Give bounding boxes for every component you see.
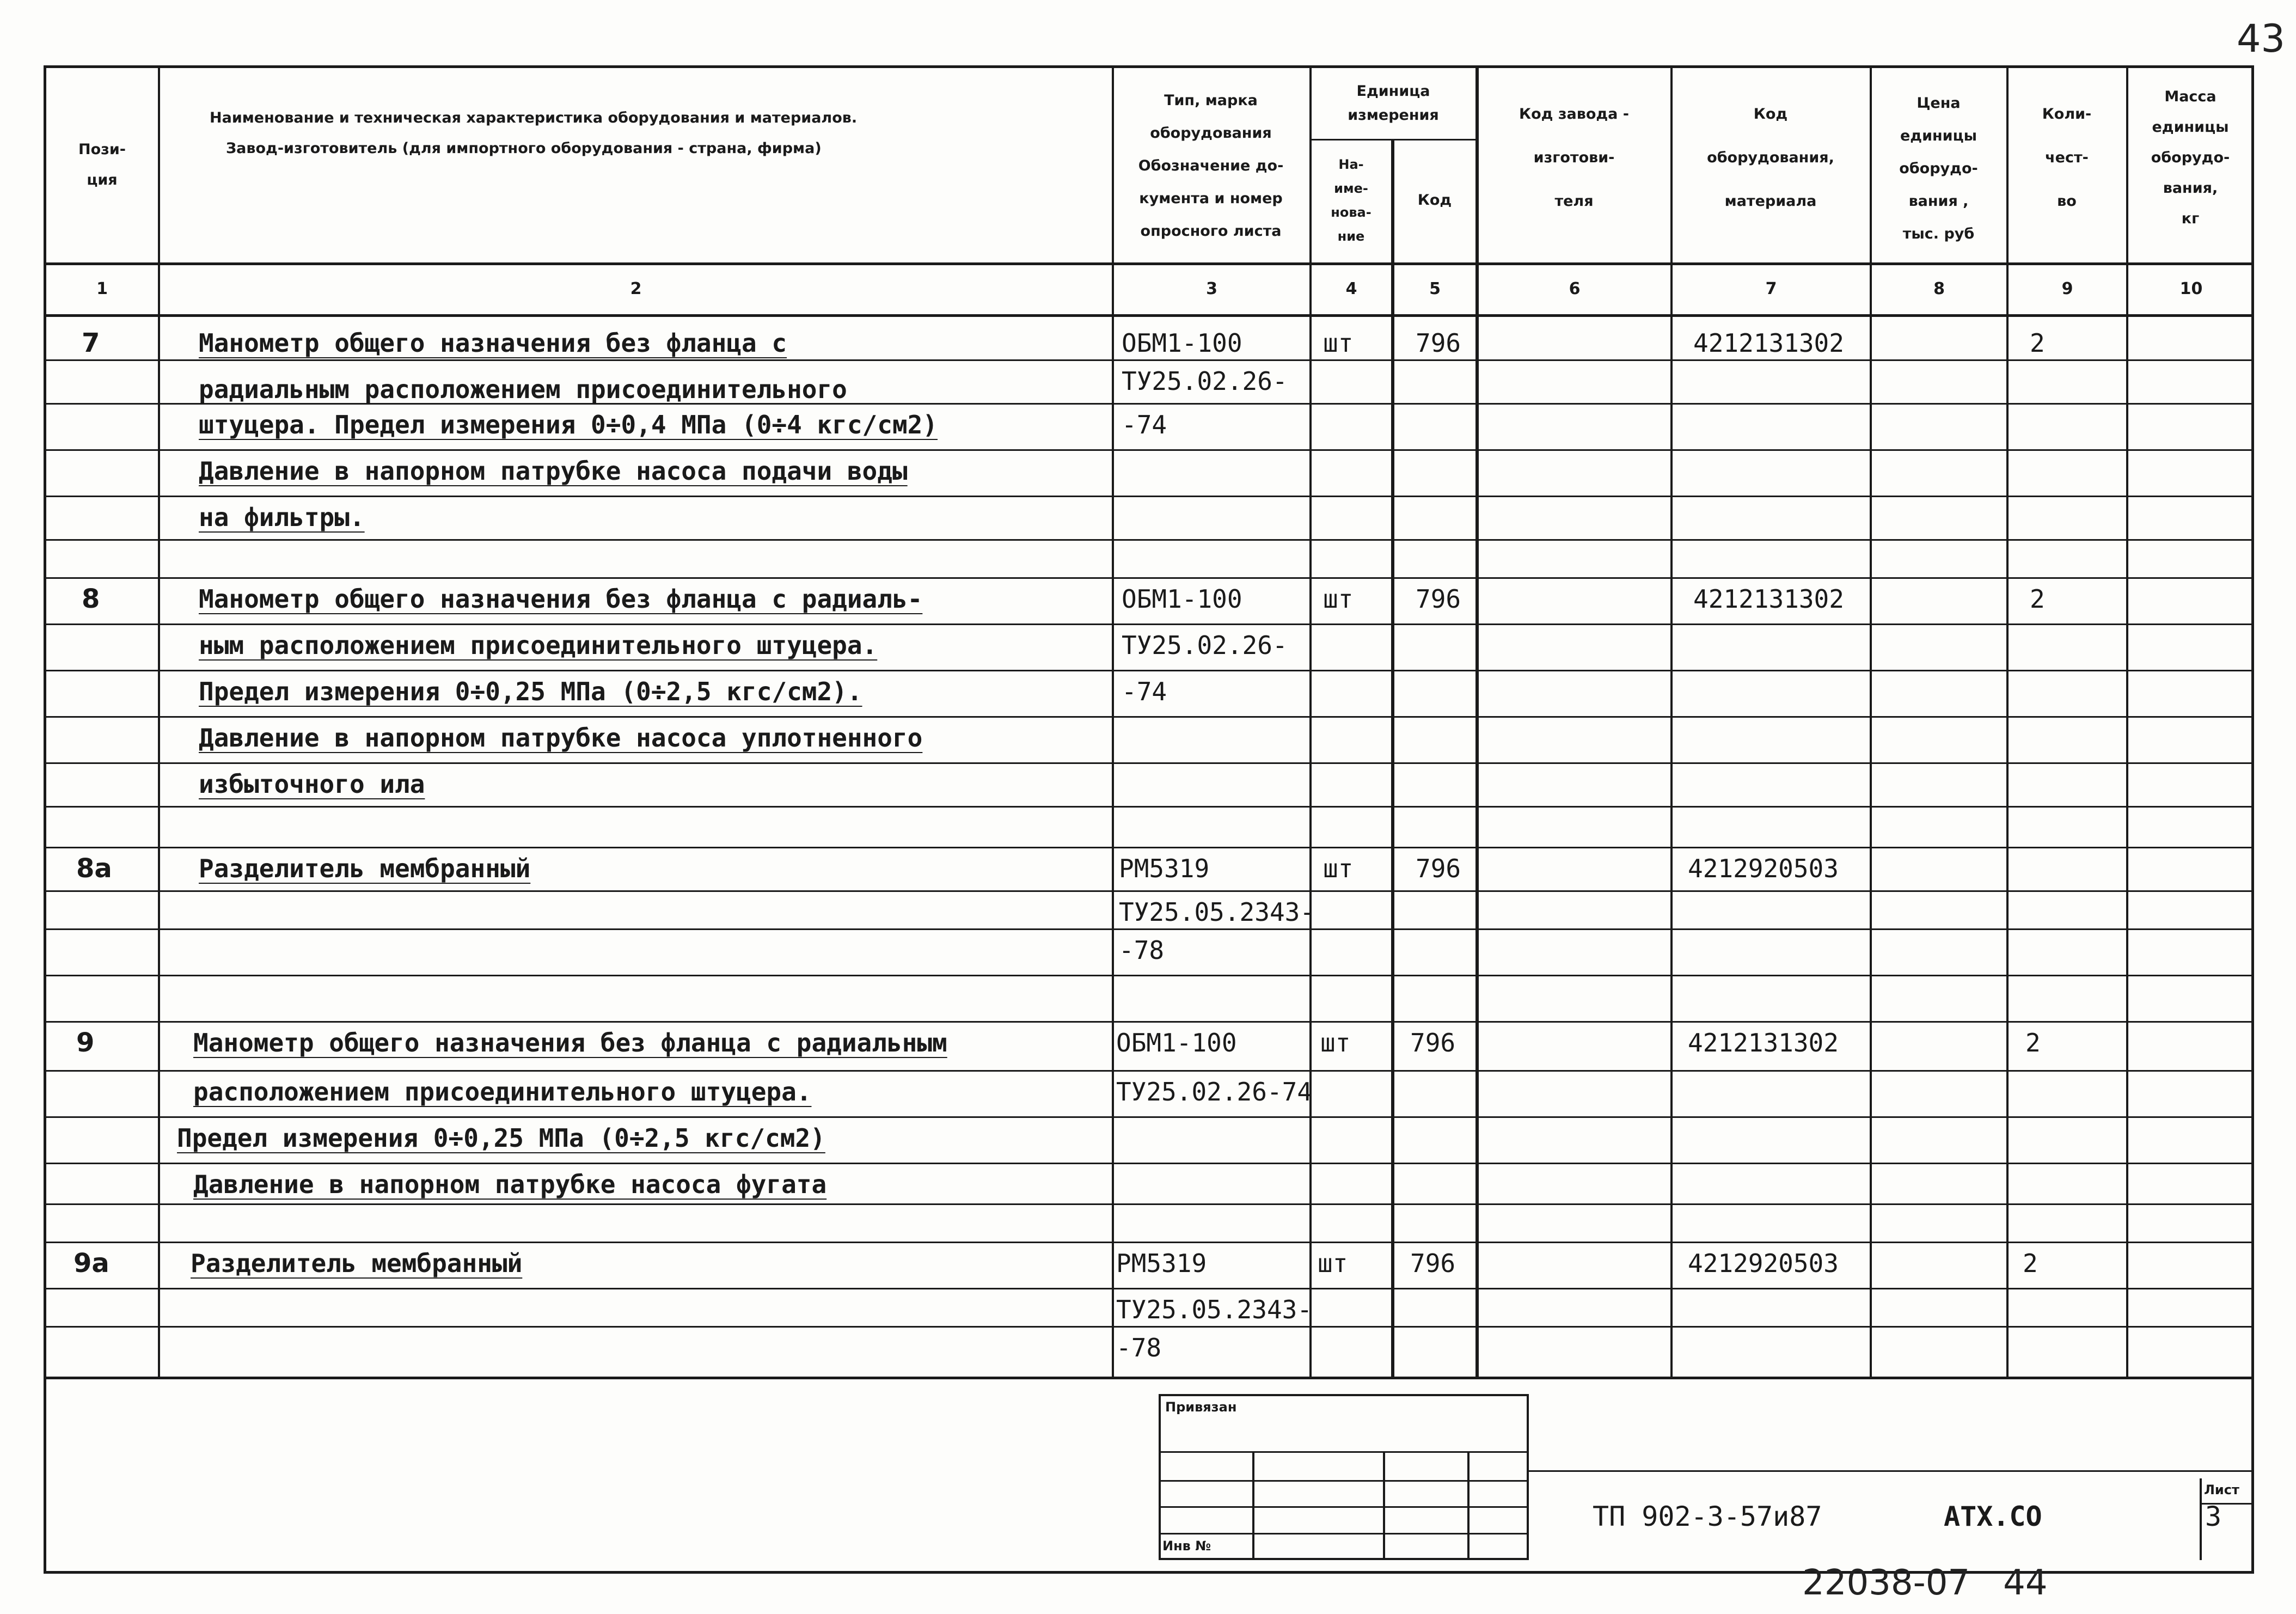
- unit-code-cell: 796: [1410, 1028, 1456, 1057]
- colnum-7: 7: [1765, 279, 1777, 298]
- header-equipment-code: Код оборудования, материала: [1707, 106, 1834, 210]
- equipment-code-cell: 4212920503: [1688, 1249, 1839, 1278]
- unit-code-cell: 796: [1416, 328, 1461, 358]
- equipment-code-cell: 4212131302: [1688, 1028, 1839, 1057]
- item-description-line: Давление в напорном патрубке насоса уплотненного: [199, 723, 923, 753]
- unit-code-cell: 796: [1416, 584, 1461, 614]
- item-description-line: Давление в напорном патрубке насоса подачи воды: [199, 456, 908, 486]
- item-description-line: ным расположением присоединительного штуцера.: [199, 631, 878, 660]
- header-mass: Масса единицы оборудо- вания, кг: [2151, 88, 2230, 227]
- type-cell: ТУ25.05.2343-: [1116, 1295, 1313, 1324]
- row-line: [44, 539, 2254, 541]
- header-factory-code: Код завода - изготови- теля: [1519, 106, 1629, 210]
- header-quantity: Коли- чест- во: [2042, 106, 2092, 210]
- stamp-line: [1159, 1506, 1529, 1508]
- colnum-9: 9: [2061, 279, 2073, 298]
- colnum-bottom-line: [44, 314, 2254, 317]
- stamp-divider: [1252, 1451, 1254, 1560]
- type-cell: -78: [1116, 1333, 1162, 1362]
- sheet-number: 3: [2205, 1501, 2222, 1532]
- item-description-line: Манометр общего назначения без фланца с: [199, 328, 787, 358]
- unit-cell: шт: [1323, 584, 1354, 614]
- stamp-divider: [1467, 1451, 1470, 1560]
- footer-archive-number: 22038-07 44: [1802, 1563, 2048, 1603]
- type-cell: ТУ25.02.26-: [1122, 631, 1288, 660]
- equipment-code-cell: 4212131302: [1693, 328, 1844, 358]
- unit-group-divider: [1309, 139, 1475, 140]
- stamp-frame: [1159, 1394, 1529, 1560]
- item-description-line: штуцера. Предел измерения 0÷0,4 МПа (0÷4 кгс/см2): [199, 410, 938, 439]
- colnum-4: 4: [1345, 279, 1357, 298]
- header-unit-name: На- име- нова- ние: [1331, 156, 1372, 244]
- header-unit-group: Единица измерения: [1348, 83, 1439, 124]
- position-cell: 9а: [74, 1248, 109, 1279]
- stamp-privyazan-label: Привязан: [1165, 1399, 1237, 1415]
- colnum-6: 6: [1569, 279, 1581, 298]
- type-cell: ТУ25.05.2343-: [1119, 897, 1315, 927]
- unit-code-cell: 796: [1416, 854, 1461, 883]
- type-cell: -78: [1119, 936, 1165, 965]
- unit-code-cell: 796: [1410, 1249, 1456, 1278]
- item-description-line: Предел измерения 0÷0,25 МПа (0÷2,5 кгс/см2).: [199, 677, 862, 706]
- item-description-line: Предел измерения 0÷0,25 МПа (0÷2,5 кгс/см2): [177, 1123, 825, 1153]
- header-unit-code: Код: [1417, 191, 1452, 209]
- stamp-inv-label: Инв №: [1162, 1538, 1211, 1554]
- row-line: [44, 496, 2254, 497]
- position-cell: 9: [76, 1028, 95, 1058]
- table-bottom-line: [44, 1377, 2254, 1379]
- title-block-line: [1529, 1470, 2254, 1472]
- type-cell: ТУ25.02.26-: [1122, 366, 1288, 396]
- item-description-line: Разделитель мембранный: [191, 1249, 523, 1278]
- unit-cell: шт: [1323, 328, 1354, 358]
- type-cell: ТУ25.02.26-74: [1116, 1077, 1313, 1106]
- item-description-line: Манометр общего назначения без фланца с радиаль-: [199, 584, 923, 614]
- colnum-10: 10: [2179, 279, 2203, 298]
- item-description-line: избыточного ила: [199, 769, 425, 799]
- position-cell: 8: [82, 584, 100, 614]
- row-line: [44, 975, 2254, 976]
- header-position: Пози- ция: [78, 140, 126, 188]
- stamp-line: [1159, 1480, 1529, 1482]
- item-description-line: радиальным расположением присоединительного: [199, 375, 847, 404]
- item-description-line: на фильтры.: [199, 503, 365, 532]
- col-divider: [1391, 139, 1394, 1378]
- sheet-code: АТХ.СО: [1944, 1501, 2042, 1532]
- unit-cell: шт: [1323, 854, 1354, 883]
- quantity-cell: 2: [2030, 584, 2045, 614]
- type-cell: РМ5319: [1119, 854, 1210, 883]
- quantity-cell: 2: [2030, 328, 2045, 358]
- colnum-1: 1: [96, 279, 108, 298]
- item-description-line: Манометр общего назначения без фланца с радиальным: [193, 1028, 947, 1057]
- stamp-line: [1159, 1533, 1529, 1534]
- header-name: Наименование и техническая характеристика оборудования и материалов. Завод-изготовитель (для импортного оборудования - страна, фирма): [210, 109, 858, 157]
- position-cell: 8а: [76, 853, 112, 884]
- type-cell: -74: [1122, 410, 1167, 439]
- colnum-3: 3: [1206, 279, 1217, 298]
- header-type: Тип, марка оборудования Обозначение до- кумента и номер опросного листа: [1138, 92, 1284, 240]
- item-description-line: расположением присоединительного штуцера.: [193, 1077, 812, 1106]
- colnum-8: 8: [1933, 279, 1945, 298]
- header-price: Цена единицы оборудо- вания , тыс. руб: [1899, 95, 1978, 242]
- type-cell: ОБМ1-100: [1122, 584, 1242, 614]
- stamp-divider: [1383, 1451, 1385, 1560]
- stamp-line: [1159, 1451, 1529, 1453]
- type-cell: ОБМ1-100: [1122, 328, 1242, 358]
- colnum-2: 2: [630, 279, 642, 298]
- row-line: [44, 806, 2254, 808]
- position-cell: 7: [82, 328, 100, 358]
- equipment-code-cell: 4212920503: [1688, 854, 1839, 883]
- unit-cell: шт: [1318, 1249, 1348, 1278]
- equipment-code-cell: 4212131302: [1693, 584, 1844, 614]
- colnum-5: 5: [1429, 279, 1441, 298]
- type-cell: РМ5319: [1116, 1249, 1207, 1278]
- quantity-cell: 2: [2025, 1028, 2041, 1057]
- item-description-line: Давление в напорном патрубке насоса фугата: [193, 1170, 827, 1199]
- type-cell: ОБМ1-100: [1116, 1028, 1237, 1057]
- type-cell: -74: [1122, 677, 1167, 706]
- item-description-line: Разделитель мембранный: [199, 854, 531, 883]
- sheet-label: Лист: [2204, 1482, 2239, 1497]
- corner-page-mark: 43: [2237, 16, 2286, 61]
- quantity-cell: 2: [2023, 1249, 2038, 1278]
- unit-cell: шт: [1320, 1028, 1351, 1057]
- document-code: ТП 902-3-57и87: [1593, 1501, 1822, 1532]
